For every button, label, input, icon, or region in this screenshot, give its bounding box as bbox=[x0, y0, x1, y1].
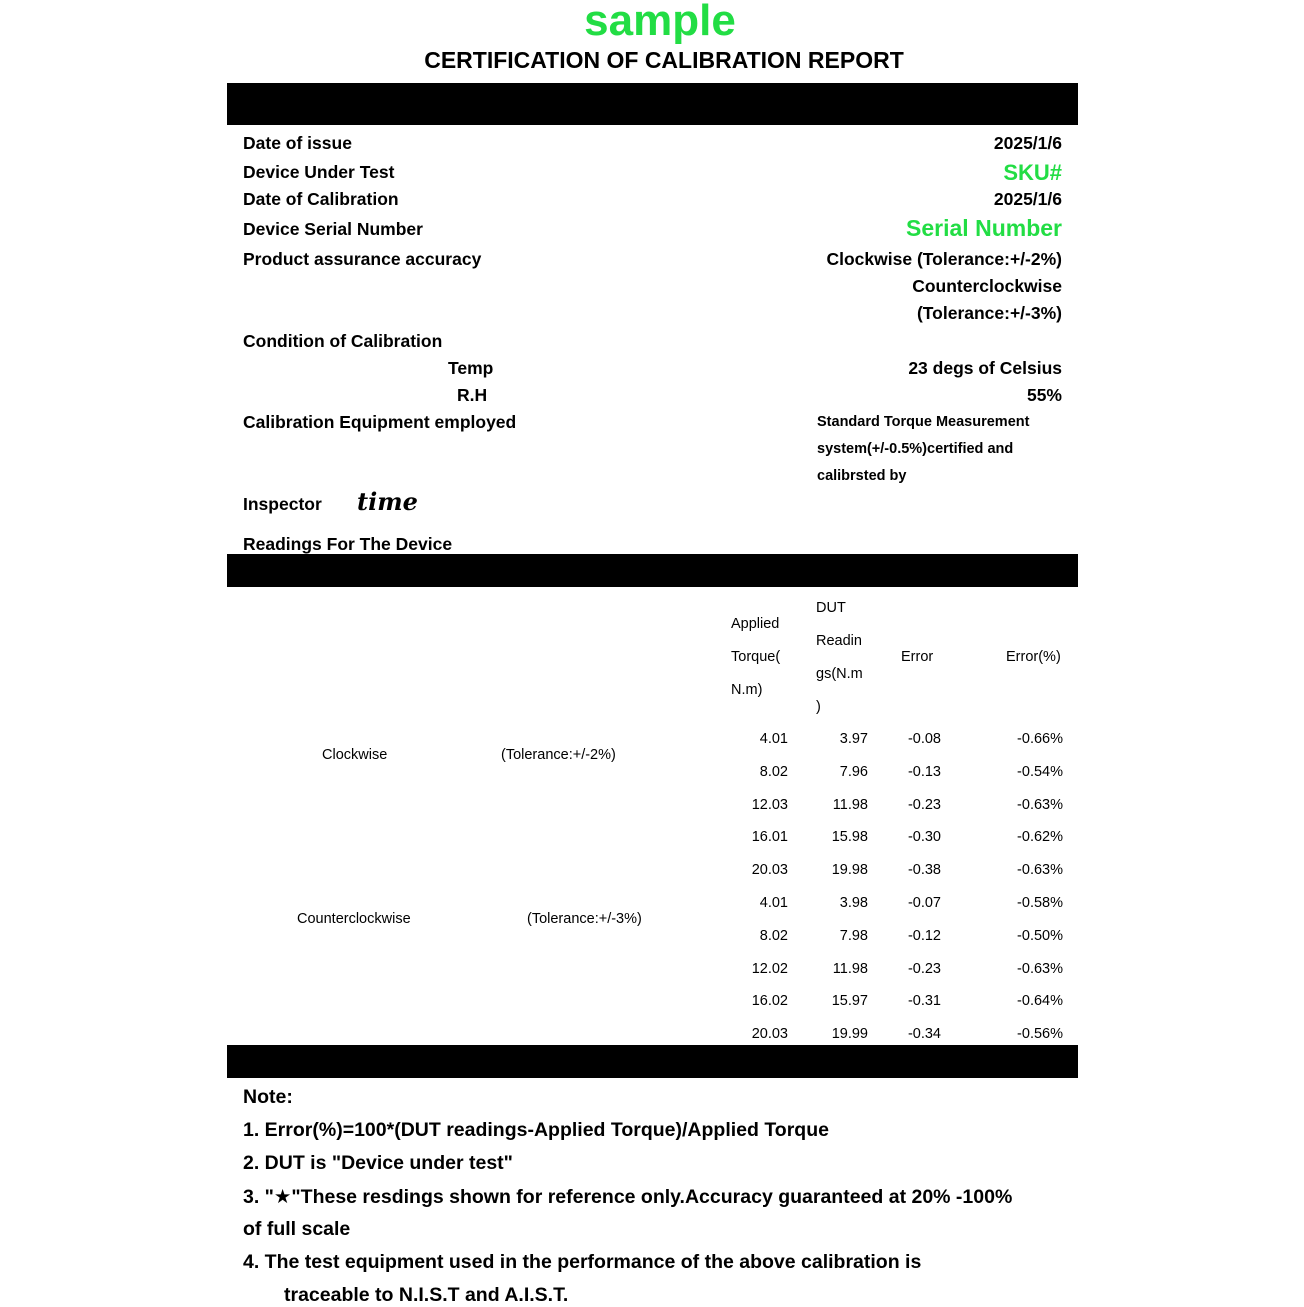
note-4-line-1: 4. The test equipment used in the performance of the above calibration is bbox=[243, 1251, 922, 1273]
applied-torque-cell: 4.01 bbox=[759, 895, 788, 911]
error-pct-cell: -0.56% bbox=[1017, 1026, 1063, 1043]
error-pct-cell: -0.63% bbox=[1017, 796, 1063, 813]
applied-torque-cell: 20.03 bbox=[751, 1026, 788, 1043]
dut-reading-cell: 11.98 bbox=[832, 960, 868, 977]
header-applied-torque bbox=[731, 608, 780, 707]
readings-bottom-bar bbox=[227, 1045, 1078, 1078]
header-applied-line-1: Applied bbox=[731, 616, 780, 632]
inspector-label: Inspector bbox=[243, 494, 322, 514]
note-4-line-2: traceable to N.I.S.T and A.I.S.T. bbox=[284, 1284, 569, 1306]
applied-torque-cell: 12.03 bbox=[751, 796, 788, 813]
error-pct-cell: -0.63% bbox=[1017, 862, 1063, 879]
header-error: Error bbox=[901, 649, 934, 665]
dut-reading-cell: 3.98 bbox=[839, 895, 868, 911]
header-applied-line-2: Torque( bbox=[731, 649, 781, 665]
rh-value: 55% bbox=[1026, 385, 1062, 405]
applied-torque-cell: 20.03 bbox=[751, 862, 788, 879]
group-clockwise-tolerance: (Tolerance:+/-2%) bbox=[501, 747, 616, 763]
header-dut-line-4: ) bbox=[816, 699, 821, 715]
error-pct-cell: -0.62% bbox=[1017, 829, 1063, 846]
date-of-calibration-value: 2025/1/6 bbox=[993, 189, 1062, 209]
accuracy-label: Product assurance accuracy bbox=[243, 249, 482, 269]
applied-torque-cell: 12.02 bbox=[751, 960, 788, 977]
error-pct-cell: -0.50% bbox=[1017, 927, 1063, 944]
date-of-issue-value: 2025/1/6 bbox=[993, 133, 1062, 153]
dut-reading-cell: 19.98 bbox=[831, 862, 868, 879]
applied-torque-cell: 8.02 bbox=[759, 927, 788, 944]
inspector-signature: time bbox=[357, 487, 418, 516]
error-cell: -0.38 bbox=[907, 862, 941, 879]
error-pct-cell: -0.63% bbox=[1017, 960, 1063, 977]
header-dut-readings bbox=[816, 592, 863, 724]
equipment-line-3: calibrsted by bbox=[817, 468, 907, 484]
applied-torque-cell: 16.01 bbox=[751, 829, 788, 846]
equipment-line-1: Standard Torque Measurement bbox=[817, 414, 1030, 430]
accuracy-counterclockwise-tolerance: (Tolerance:+/-3%) bbox=[916, 303, 1062, 323]
group-counterclockwise-direction: Counterclockwise bbox=[297, 911, 411, 927]
dut-reading-cell: 19.99 bbox=[831, 1026, 868, 1043]
temp-label: Temp bbox=[448, 358, 494, 378]
notes-heading: Note: bbox=[243, 1086, 293, 1108]
error-cell: -0.13 bbox=[907, 763, 941, 780]
group-clockwise-direction: Clockwise bbox=[322, 747, 388, 763]
note-3-line-1: 3. "★"These resdings shown for reference only.Accuracy guaranteed at 20% -100% bbox=[243, 1186, 1013, 1208]
dut-reading-cell: 7.96 bbox=[839, 763, 868, 780]
applied-torque-cell: 4.01 bbox=[759, 731, 788, 747]
group-counterclockwise-tolerance: (Tolerance:+/-3%) bbox=[527, 911, 642, 927]
error-cell: -0.08 bbox=[907, 731, 941, 747]
dut-reading-cell: 15.98 bbox=[831, 829, 868, 846]
error-cell: -0.23 bbox=[907, 796, 941, 813]
error-cell: -0.31 bbox=[907, 993, 941, 1010]
error-cell: -0.12 bbox=[907, 927, 941, 944]
applied-torque-cell: 16.02 bbox=[751, 993, 788, 1010]
dut-value: SKU# bbox=[1003, 160, 1062, 185]
serial-label: Device Serial Number bbox=[243, 219, 423, 239]
error-pct-cell: -0.54% bbox=[1017, 763, 1063, 780]
note-2: 2. DUT is "Device under test" bbox=[243, 1152, 513, 1174]
note-3-line-2: of full scale bbox=[243, 1218, 351, 1240]
readings-top-bar bbox=[227, 554, 1078, 587]
dut-reading-cell: 15.97 bbox=[831, 993, 868, 1010]
dut-reading-cell: 3.97 bbox=[839, 731, 868, 747]
equipment-label: Calibration Equipment employed bbox=[243, 412, 517, 432]
date-of-issue-label: Date of issue bbox=[243, 133, 352, 153]
applied-torque-cell: 8.02 bbox=[759, 763, 788, 780]
header-dut-line-1: DUT bbox=[816, 600, 846, 616]
error-pct-cell: -0.64% bbox=[1017, 993, 1063, 1010]
error-pct-cell: -0.58% bbox=[1017, 895, 1063, 911]
dut-reading-cell: 11.98 bbox=[832, 796, 868, 813]
error-cell: -0.34 bbox=[907, 1026, 941, 1043]
dut-reading-cell: 7.98 bbox=[839, 927, 868, 944]
header-applied-line-3: N.m) bbox=[731, 682, 763, 698]
readings-label: Readings For The Device bbox=[243, 534, 453, 554]
date-of-calibration-label: Date of Calibration bbox=[243, 189, 399, 209]
accuracy-counterclockwise: Counterclockwise bbox=[912, 276, 1062, 296]
rh-label: R.H bbox=[457, 385, 488, 405]
error-cell: -0.30 bbox=[907, 829, 941, 846]
header-error-pct: Error(%) bbox=[1006, 649, 1061, 665]
dut-label: Device Under Test bbox=[243, 162, 395, 182]
error-cell: -0.07 bbox=[907, 895, 941, 911]
error-cell: -0.23 bbox=[907, 960, 941, 977]
header-dut-line-2: Readin bbox=[816, 633, 862, 649]
condition-label: Condition of Calibration bbox=[243, 331, 443, 351]
sample-watermark: sample bbox=[584, 0, 736, 45]
error-pct-cell: -0.66% bbox=[1017, 731, 1063, 747]
equipment-line-2: system(+/-0.5%)certified and bbox=[817, 441, 1014, 457]
temp-value: 23 degs of Celsius bbox=[908, 358, 1062, 378]
serial-value: Serial Number bbox=[906, 215, 1062, 241]
header-dut-line-3: gs(N.m bbox=[816, 666, 863, 682]
accuracy-clockwise: Clockwise (Tolerance:+/-2%) bbox=[826, 249, 1062, 269]
report-title: CERTIFICATION OF CALIBRATION REPORT bbox=[424, 47, 904, 73]
note-1: 1. Error(%)=100*(DUT readings-Applied Torque)/Applied Torque bbox=[243, 1119, 829, 1141]
header-bar bbox=[227, 83, 1078, 125]
